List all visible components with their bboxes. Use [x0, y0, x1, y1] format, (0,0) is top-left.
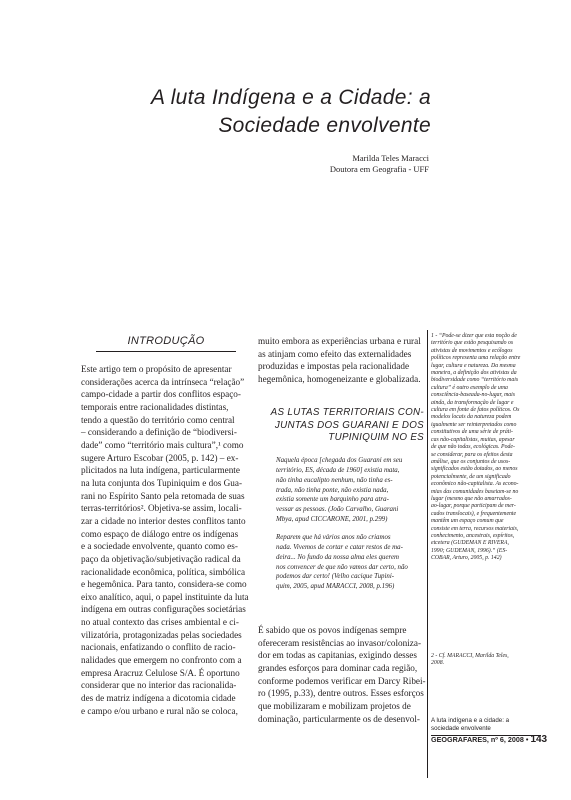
folio-separator: • [525, 735, 529, 744]
author-block [330, 153, 429, 175]
text-line: Naquela época [chegada dos Guarani em seu [276, 457, 403, 464]
text-line: e a sociedade envolvente, quanto como es- [81, 541, 238, 552]
text-line: as atinjam como efeito das externalidades [258, 348, 412, 359]
text-line: econômico não-capitalista. As econo- [431, 481, 519, 488]
text-line: considerações acerca da intrínseca “relação” [81, 376, 245, 387]
text-line: A luta indígena e a cidade: a [431, 717, 510, 724]
text-line: conforme podemos verificar em Darcy Ribei- [258, 675, 426, 686]
text-line: não tinha eucalipto nenhum, não tinha es- [276, 476, 393, 484]
intro-heading-rule [96, 351, 236, 352]
text-line: vilizatória, protagonizadas pelas sociedades [81, 629, 242, 640]
text-line: se considerar, para os efeitos desta [431, 451, 513, 458]
text-line: cas não-capitalistas, muitas, apesar [431, 436, 515, 443]
page-folio [431, 734, 548, 745]
page-number: 143 [530, 734, 548, 745]
running-head [431, 717, 541, 736]
text-line: trada, não tinha ponte, não existia nada, [276, 486, 389, 494]
text-line: lugar (mesmo que não amarrados- [431, 495, 512, 502]
text-line: JUNTAS DOS GUARANI E DOS [274, 419, 424, 431]
text-line: ativistas de movimentos e ecólogos [431, 347, 513, 354]
text-line: muito embora as experiências urbana e rural [258, 336, 421, 346]
text-line: 1 - “Pode-se dizer que esta noção de [431, 333, 517, 339]
text-line: Reparem que há vários anos não criamos [276, 534, 391, 541]
text-line: sociedade envolvente [431, 725, 491, 732]
text-line: ao-lugar, porque participam de mer- [431, 503, 516, 510]
text-line: vessar as pessoas. (João Carvalho, Guarani [276, 506, 399, 514]
text-line: na luta conjunta dos Tupiniquim e dos Gua- [81, 477, 243, 488]
text-line: COBAR, Arturo, 2005, p. 142) [431, 555, 502, 562]
text-line: nalidades que emergem no confronto com a [81, 655, 242, 666]
column2-bottom-paragraph [258, 624, 424, 725]
text-line: empresa Aracruz Celulose S/A. É oportuno [81, 667, 240, 678]
text-line: temporais entre racionalidades distintas, [81, 401, 229, 412]
text-line: AS LUTAS TERRITORIAIS CON- [270, 407, 424, 418]
text-line: considerar que no interior das racionalida- [81, 680, 237, 691]
text-line: cados translocais), e frequentemente [431, 510, 517, 517]
text-line: consciência-baseada-no-lugar, mais [431, 392, 516, 399]
text-line: produzidas e impostas pela racionalidade [258, 361, 410, 372]
author-name: Marilda Teles Maracci [352, 153, 429, 163]
text-line: nada. Vivemos de cortar e catar restos de ma- [276, 543, 403, 551]
text-line: cultura em fonte de fatos políticos. Os [431, 407, 520, 414]
text-line: potencialmente, de um significado [431, 473, 511, 480]
running-head-lines [431, 717, 541, 733]
intro-paragraph [81, 363, 249, 717]
article-title-line-1: A luta Indígena e a Cidade: a [151, 86, 431, 109]
text-line: significados estão dotados, ao menos [431, 466, 518, 473]
text-line: 2 - Cf. MARACCI, Marilda Teles, [431, 653, 509, 659]
text-line: eixo analítico, aqui, o papel instituinte da luta [81, 591, 249, 602]
text-line: deira... No fundo da nossa alma eles querem [276, 553, 400, 561]
section2-heading [258, 407, 424, 445]
text-line: constitutivos de uma série de práti- [431, 429, 513, 436]
text-line: grandes esforços para dominar cada região, [258, 662, 418, 673]
text-line: ro (1995, p.33), dentre outros. Esses esforços [258, 688, 424, 699]
text-line: zar a cidade no interior destes conflitos tanto [81, 515, 246, 526]
text-line: conhecimento, ancestrais, espíritos, [431, 532, 515, 539]
text-line: que mobilizaram e mobilizam projetos de [258, 700, 411, 711]
footnote-1 [431, 333, 541, 563]
text-line: ofereceram resistências ao invasor/coloniza- [258, 637, 421, 648]
text-line: território, ES, década de 1960] existia mata, [276, 466, 400, 474]
text-line: paço da objetivação/subjetivação radical da [81, 553, 241, 564]
text-line: mias das comunidades baseiam-se no [431, 488, 519, 495]
text-line: podemos dar certo! (Velho cacique Tupini- [276, 573, 395, 581]
footnote-2 [431, 653, 541, 668]
intro-heading [96, 335, 236, 348]
author-affiliation: Doutora em Geografia - UFF [329, 164, 429, 174]
journal-name: GEOGRAFARES, nº 6, 2008 [431, 735, 524, 744]
text-line: 2008. [431, 660, 445, 667]
text-line: Este artigo tem o propósito de apresentar [81, 364, 232, 374]
text-line: plicitados na luta indígena, particularmente [81, 465, 240, 476]
text-line: 1990; GUDEMAN, 1996).” (ES- [431, 547, 508, 554]
text-line: no atual contexto das crises ambiental e ci- [81, 617, 239, 628]
text-line: des de matriz indígena a dicotomia cidade [81, 693, 236, 704]
column2-top-paragraph [258, 335, 424, 386]
text-line: ainda, da transformação de lugar e [431, 399, 514, 406]
text-line: políticos representa uma relação entre [431, 355, 521, 362]
text-line: etcetera (GUDEMAN E RIVERA, [431, 540, 509, 547]
text-line: nacionais, enfatizando o conflito de racio- [81, 642, 236, 653]
footnote-column-divider [427, 330, 428, 778]
text-line: dor em todas as capitanias, exigindo desses [258, 650, 417, 661]
article-title [40, 84, 431, 140]
text-line: dominação, particularmente os de desenvol- [258, 713, 420, 724]
text-line: consiste em terra, recursos materiais, [431, 525, 519, 532]
text-line: dade” como “território mais cultura”,¹ como [81, 439, 244, 450]
block-quote-1 [276, 456, 422, 525]
text-line: nos convencer de que não vamos dar certo, não [276, 563, 408, 571]
text-line: mantêm um espaço comum que [431, 518, 504, 525]
text-line: indígena em outras configurações societárias [81, 604, 246, 615]
text-line: existia somente um barquinho para atra- [276, 496, 389, 504]
text-line: rani no Espírito Santo pela retomada de suas [81, 490, 245, 501]
text-line: como espaço de diálogo entre os indígenas [81, 528, 239, 539]
text-line: campo-cidade a partir dos conflitos espaço- [81, 389, 241, 400]
text-line: maneira, a definição dos ativistas da [431, 370, 517, 377]
text-line: tendo a questão do território como central [81, 414, 235, 425]
article-title-line-2: Sociedade envolvente [218, 114, 431, 137]
text-line: de que não todas, ecológicas. Pode- [431, 444, 515, 451]
text-line: lugar, cultura e natureza. Da mesma [431, 362, 516, 369]
text-line: análise, que os conjuntos de usos- [431, 458, 511, 465]
text-line: e hegemônica. Para tanto, considera-se como [81, 579, 247, 590]
text-line: racionalidade econômica, política, simbólica [81, 566, 246, 577]
text-line: quim, 2005, apud MARACCI, 2008, p.196) [276, 583, 395, 591]
intro-heading-text: INTRODUÇÃO [127, 335, 205, 347]
text-line: território que estão pesquisando os [431, 340, 514, 347]
text-line: Mbya, apud CICCARONE, 2001, p.299) [276, 516, 388, 524]
text-line: igualmente ser reinterpretados como [431, 421, 517, 428]
text-line: TUPINIQUIM NO ES [328, 432, 424, 443]
text-line: sugere Arturo Escobar (2005, p. 142) – ex- [81, 452, 239, 463]
text-line: modelos locais da natureza podem [431, 414, 512, 421]
text-line: biodiversidade como “território mais [431, 377, 519, 384]
text-line: terras-territórios². Objetiva-se assim, locali- [81, 503, 242, 514]
block-quote-2 [276, 533, 422, 592]
text-line: – considerando a definição de “biodiversi- [81, 427, 237, 438]
text-line: hegemônica, homogeneizante e globalizada. [258, 373, 421, 384]
text-line: e campo e/ou urbano e rural não se coloca, [81, 705, 238, 716]
text-line: cultura” é outro exemplo de uma [431, 384, 508, 391]
text-line: É sabido que os povos indígenas sempre [258, 625, 407, 635]
